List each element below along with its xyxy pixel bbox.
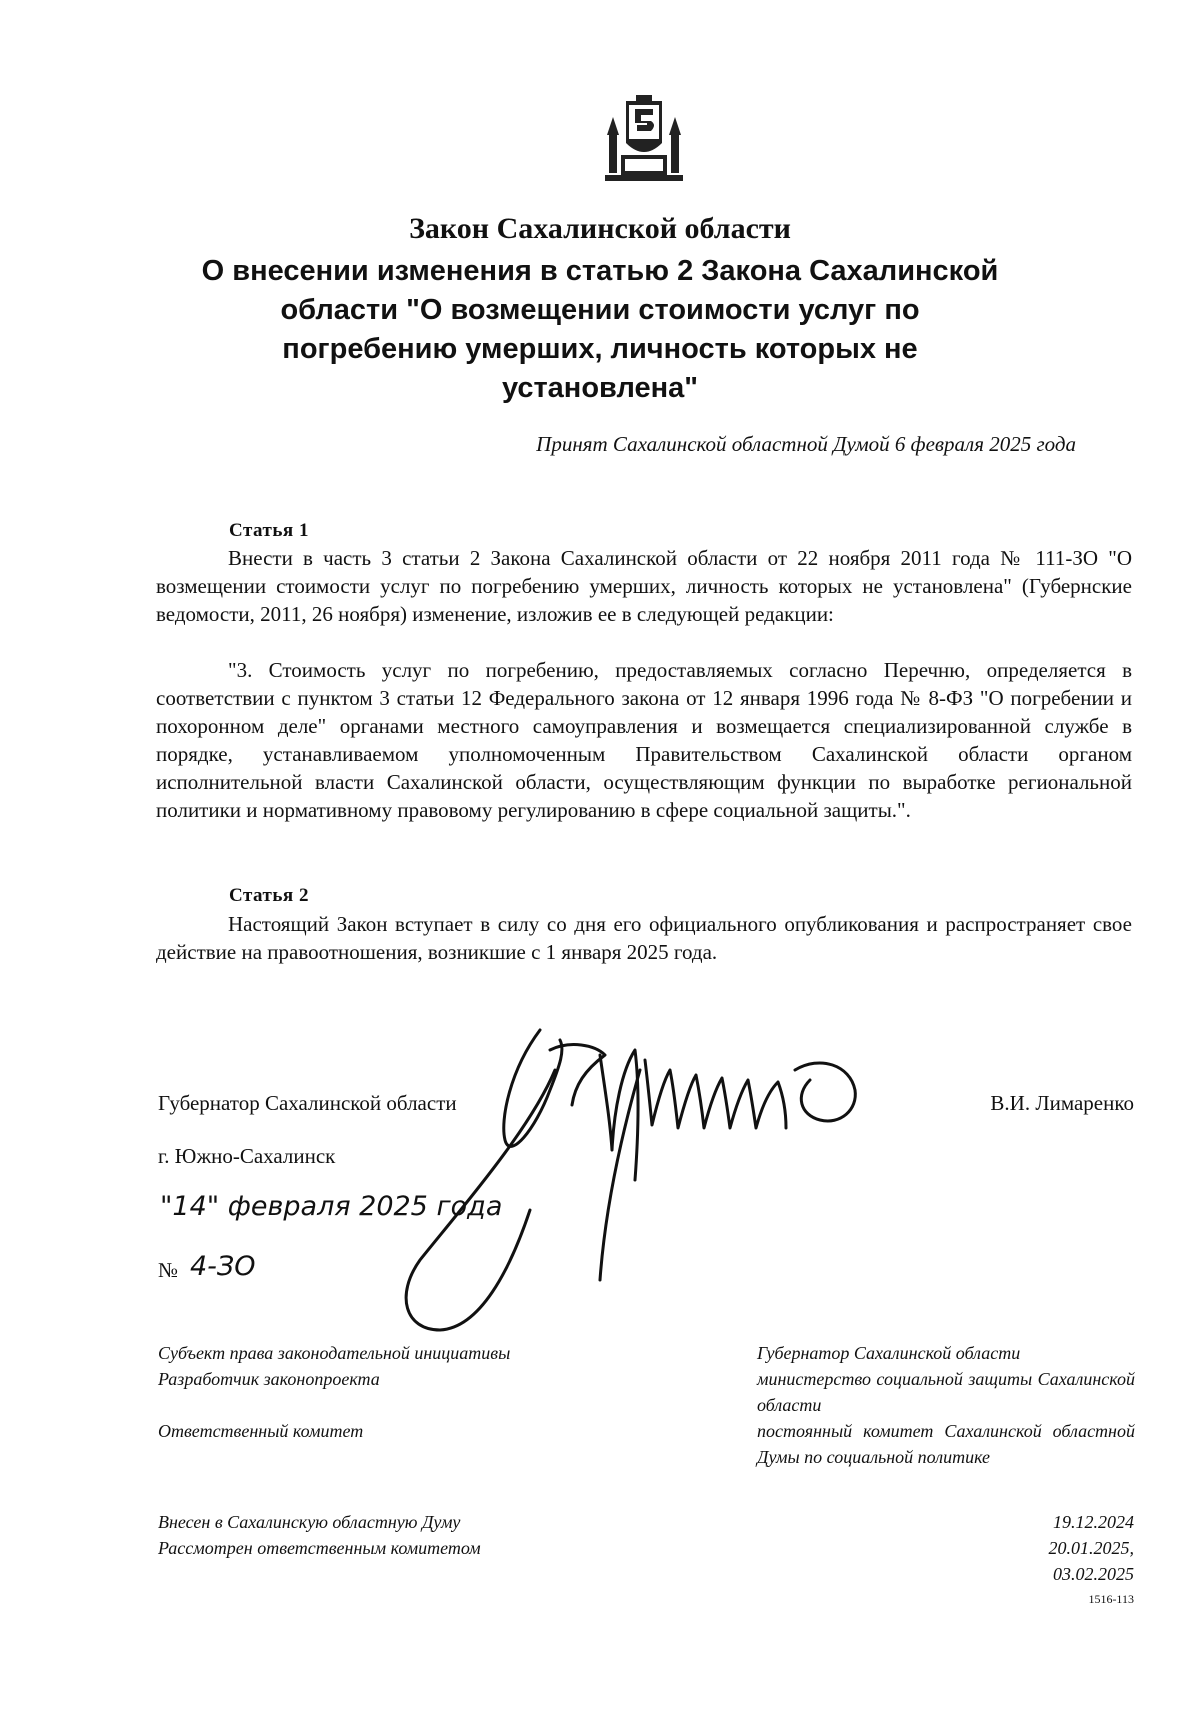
article-1-heading: Статья 1 (229, 520, 309, 541)
law-number-label: № (158, 1258, 179, 1282)
reviewed-label: Рассмотрен ответственным комитетом (158, 1538, 481, 1558)
committee-value: постоянный комитет Сахалинской областной Думы по социальной политике (757, 1421, 1135, 1467)
signatory-position: Губернатор Сахалинской области (158, 1091, 457, 1115)
sakhalin-coat-of-arms-icon (603, 95, 685, 183)
document-code: 1516-113 (1088, 1592, 1134, 1606)
developer-label: Разработчик законопроекта (158, 1369, 380, 1389)
law-subject: О внесении изменения в статью 2 Закона Сахалинской области "О возмещении стоимости услуг по погребению умерших, личность которых не установлена" (201, 255, 999, 404)
handwritten-date: "14" февраля 2025 года (160, 1191, 503, 1222)
law-title: Закон Сахалинской области (409, 212, 791, 245)
developer-value: министерство социальной защиты Сахалинской области (757, 1369, 1135, 1415)
reviewed-date-2: 03.02.2025 (1053, 1564, 1134, 1584)
submitted-date: 19.12.2024 (1053, 1512, 1134, 1532)
article-2-heading: Статья 2 (229, 885, 309, 906)
handwritten-law-number: 4-ЗО (190, 1251, 256, 1282)
committee-label: Ответственный комитет (158, 1421, 364, 1441)
submitted-label: Внесен в Сахалинскую областную Думу (158, 1512, 461, 1532)
reviewed-date-1: 20.01.2025, (1048, 1538, 1134, 1558)
signing-city: г. Южно-Сахалинск (158, 1144, 336, 1168)
adoption-note: Принят Сахалинской областной Думой 6 февраля 2025 года (536, 432, 1076, 456)
article-2-paragraph-1: Настоящий Закон вступает в силу со дня его официального опубликования и распространяет свое действие на правоотношения, возникшие с 1 января 2025 года. (156, 912, 1132, 964)
article-1-paragraph-2: "3. Стоимость услуг по погребению, предоставляемых согласно Перечню, определяется в соответствии с пунктом 3 статьи 12 Федерального закона от 12 января 1996 года № 8-ФЗ "О погребении и похоронном деле" органами местного самоуправления и возмещается специализированной службе в порядке, устанавливаемом уполномоченным Правительством Сахалинской области органом исполнительной власти Сахалинской области, осуществляющим функции по выработке региональной политики и нормативному правовому регулированию в сфере социальной защиты.". (156, 658, 1132, 822)
governor-signature (400, 1010, 960, 1350)
article-1-paragraph-1: Внести в часть 3 статьи 2 Закона Сахалинской области от 22 ноября 2011 года № 111-ЗО "О возмещении стоимости услуг по погребению умерших, личность которых не установлена" (Губернские ведомости, 2011, 26 ноября) изменение, изложив ее в следующей редакции: (156, 546, 1132, 626)
initiative-value: Губернатор Сахалинской области (757, 1343, 1021, 1363)
initiative-label: Субъект права законодательной инициативы (158, 1343, 511, 1363)
signatory-name: В.И. Лимаренко (990, 1091, 1134, 1115)
